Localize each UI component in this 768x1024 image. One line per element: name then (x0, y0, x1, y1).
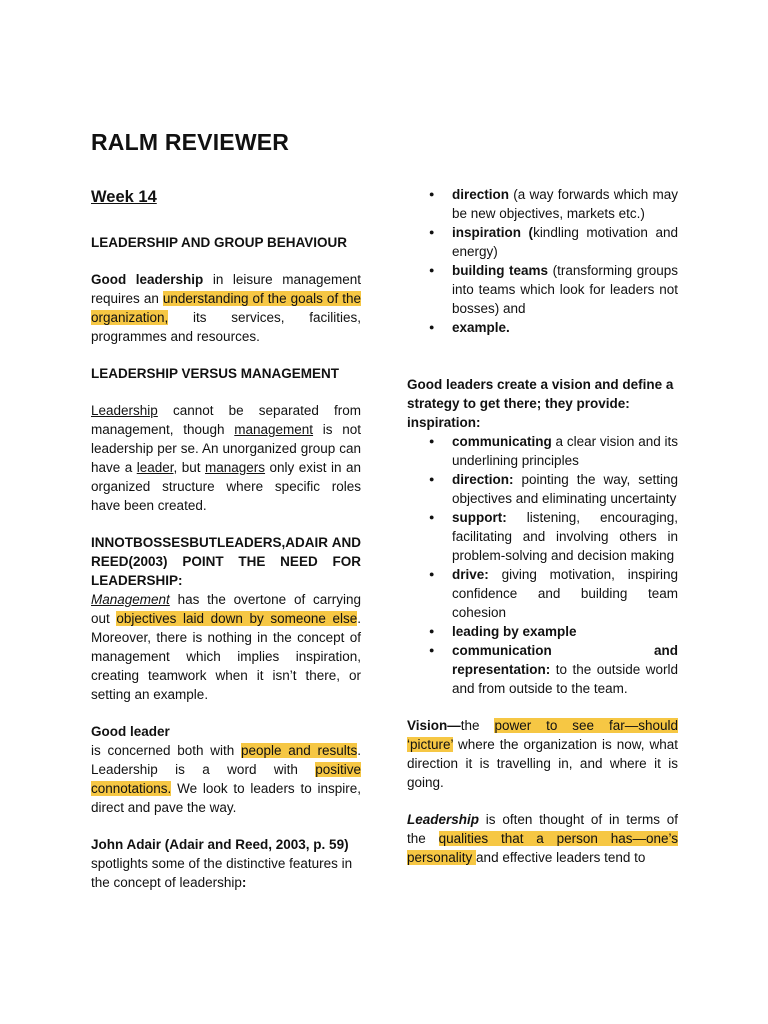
week-heading: Week 14 (91, 188, 157, 206)
text: (transforming groups into teams which look for leaders not bosses) and (452, 263, 678, 316)
text: listening, encouraging, facilitating and involving others in problem-solving and decision making (452, 510, 678, 563)
underlined-text: managers (205, 460, 266, 475)
text: to the outside world and from outside to the team. (452, 662, 678, 696)
paragraph-good-leader (91, 741, 361, 817)
paragraph-good-leadership (91, 270, 361, 346)
list-item (407, 223, 678, 261)
bold-text: : (241, 875, 247, 890)
bold-text: inspiration ( (452, 225, 534, 240)
highlighted-text: power to see far—should ‘picture’ (407, 718, 678, 752)
text: spotlights some of the distinctive features in the concept of leadership (91, 856, 353, 890)
underlined-text: management (234, 422, 314, 437)
text: a clear vision and its underlining principles (452, 434, 678, 468)
list-item (407, 622, 678, 641)
bold-text: building teams (452, 263, 549, 278)
bold-text: communicating (452, 434, 552, 449)
list-item (407, 318, 678, 337)
list-item (407, 185, 678, 223)
text: kindling motivation and energy) (452, 225, 679, 259)
text: in leisure management requires an (91, 272, 361, 306)
list-item (407, 508, 678, 565)
text: only exist in an organized structure where specific roles have been created. (91, 460, 361, 513)
heading-good-leaders-vision: Good leaders create a vision and define a strategy to get there; they provide: inspiration: (407, 377, 674, 430)
section-heading-leadership-vs-management: LEADERSHIP VERSUS MANAGEMENT (91, 366, 340, 381)
paragraph-leadership-vs-management (91, 401, 361, 515)
right-column (407, 185, 678, 867)
bold-italic-text: Leadership (407, 812, 480, 827)
bold-text: leading by example (452, 624, 577, 639)
text: has the overtone of carrying out (91, 592, 361, 626)
highlighted-text: people and results (240, 743, 358, 758)
highlighted-text: positive connotations. (91, 762, 361, 796)
text: is often thought of in terms of the (407, 812, 678, 846)
underlined-text: leader (136, 460, 174, 475)
text: is not leadership per se. An unorganized group can have a (91, 422, 361, 475)
paragraph-vision (407, 716, 678, 792)
bold-text: drive: (452, 567, 489, 582)
italic-underlined-text: Management (91, 592, 170, 607)
text: cannot be separated from management, though (91, 403, 361, 437)
text: . Leadership is a word with (91, 743, 361, 777)
bold-text: support: (452, 510, 507, 525)
text: the (460, 718, 495, 733)
heading-good-leader: Good leader (91, 724, 170, 739)
paragraph-john-adair (91, 854, 361, 892)
text: pointing the way, setting objectives and eliminating uncertainty (452, 472, 678, 506)
paragraph-leadership-qualities (407, 810, 678, 867)
underlined-text: Leadership (91, 403, 158, 418)
text: is concerned both with (91, 743, 241, 758)
bold-text: direction: (452, 472, 514, 487)
bold-text: Good leadership (91, 272, 204, 287)
list-item (407, 565, 678, 622)
highlighted-text: objectives laid down by someone else (116, 611, 358, 626)
bold-text: Vision— (407, 718, 461, 733)
good-leaders-provide-list (407, 432, 678, 698)
text: . Moreover, there is nothing in the concept of management which implies inspiration, creating teamwork when it isn’t there, or setting an example. (91, 611, 361, 702)
text: , but (173, 460, 205, 475)
highlighted-text: understanding of the goals of the organization, (91, 291, 361, 325)
section-heading-adair-reed: INNOTBOSSESBUTLEADERS,ADAIR AND REED(2003) POINT THE NEED FOR LEADERSHIP: (91, 535, 361, 588)
list-item (407, 261, 678, 318)
text: giving motivation, inspiring confidence and building team cohesion (452, 567, 678, 620)
section-heading-leadership-group: LEADERSHIP AND GROUP BEHAVIOUR (91, 235, 348, 250)
left-column (91, 186, 361, 892)
list-item (407, 432, 678, 470)
text: We look to leaders to inspire, direct and pave the way. (91, 781, 361, 815)
highlighted-text: qualities that a person has—one’s personality (407, 831, 678, 865)
leadership-features-list (407, 185, 678, 337)
text: where the organization is now, what direction it is travelling in, and where it is going. (407, 737, 678, 790)
text: (a way forwards which may be new objectives, markets etc.) (452, 187, 678, 221)
bold-text: communication and representation: (452, 643, 678, 677)
paragraph-management-overtone (91, 590, 361, 704)
text: its services, facilities, programmes and resources. (91, 310, 361, 344)
text: and effective leaders tend to (476, 850, 646, 865)
heading-john-adair: John Adair (Adair and Reed, 2003, p. 59) (91, 837, 349, 852)
document-title: RALM REVIEWER (91, 129, 290, 155)
list-item (407, 470, 678, 508)
list-item (407, 641, 678, 698)
bold-text: example. (452, 320, 510, 335)
bold-text: direction (452, 187, 510, 202)
